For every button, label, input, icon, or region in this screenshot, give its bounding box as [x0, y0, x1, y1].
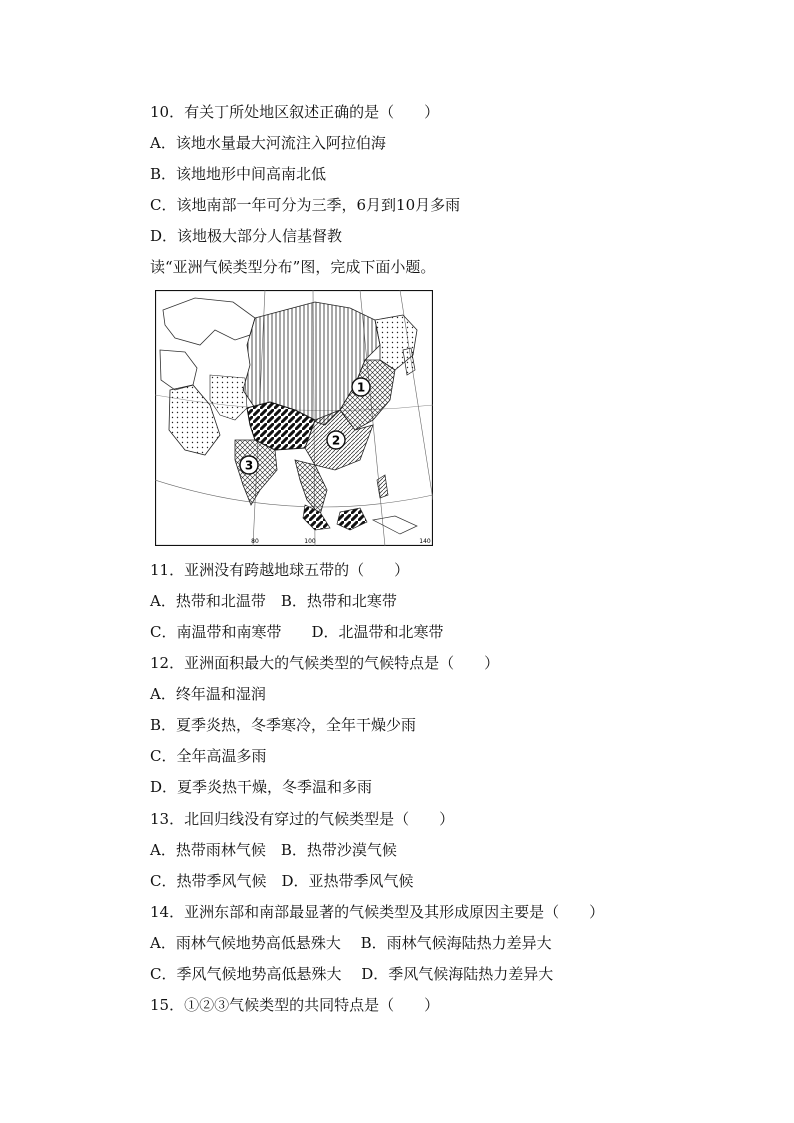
q10-stem: 10．有关丁所处地区叙述正确的是（ ） [150, 103, 440, 121]
q15-stem: 15．①②③气候类型的共同特点是（ ） [150, 996, 440, 1014]
svg-text:2: 2 [331, 433, 341, 448]
map-marker-3 [240, 456, 258, 474]
map-marker-1 [352, 378, 370, 396]
asia-climate-map [155, 290, 433, 546]
q14-options-ab: A．雨林气候地势高低悬殊大 B．雨林气候海陆热力差异大 [150, 934, 552, 952]
map-marker-2 [327, 431, 345, 449]
q12-option-b: B．夏季炎热，冬季寒冷，全年干燥少雨 [150, 716, 417, 734]
q10-option-c: C．该地南部一年可分为三季，6月到10月多雨 [150, 196, 461, 214]
lon-label-80: 80 [251, 538, 259, 545]
q12-option-a: A．终年温和湿润 [150, 685, 266, 703]
map-intro: 读“亚洲气候类型分布”图，完成下面小题。 [150, 258, 436, 276]
q12-stem: 12．亚洲面积最大的气候类型的气候特点是（ ） [150, 654, 500, 672]
lon-label-140: 140 [419, 538, 431, 545]
svg-text:3: 3 [244, 458, 254, 473]
q10-option-b: B．该地地形中间高南北低 [150, 165, 327, 183]
q10-option-d: D．该地极大部分人信基督教 [150, 227, 343, 245]
svg-text:1: 1 [356, 380, 366, 395]
q14-stem: 14．亚洲东部和南部最显著的气候类型及其形成原因主要是（ ） [150, 903, 605, 921]
q11-options-ab: A．热带和北温带 B．热带和北寒带 [150, 592, 397, 610]
q14-options-cd: C．季风气候地势高低悬殊大 D．季风气候海陆热力差异大 [150, 965, 554, 983]
q13-options-ab: A．热带雨林气候 B．热带沙漠气候 [150, 841, 397, 859]
q12-option-d: D．夏季炎热干燥，冬季温和多雨 [150, 778, 373, 796]
lon-label-100: 100 [304, 538, 316, 545]
q11-options-cd: C．南温带和南寒带 D．北温带和北寒带 [150, 623, 444, 641]
q12-option-c: C．全年高温多雨 [150, 747, 267, 765]
q11-stem: 11．亚洲没有跨越地球五带的（ ） [150, 561, 410, 579]
q13-options-cd: C．热带季风气候 D．亚热带季风气候 [150, 872, 414, 890]
q13-stem: 13．北回归线没有穿过的气候类型是（ ） [150, 810, 455, 828]
q10-option-a: A．该地水量最大河流注入阿拉伯海 [150, 134, 386, 152]
